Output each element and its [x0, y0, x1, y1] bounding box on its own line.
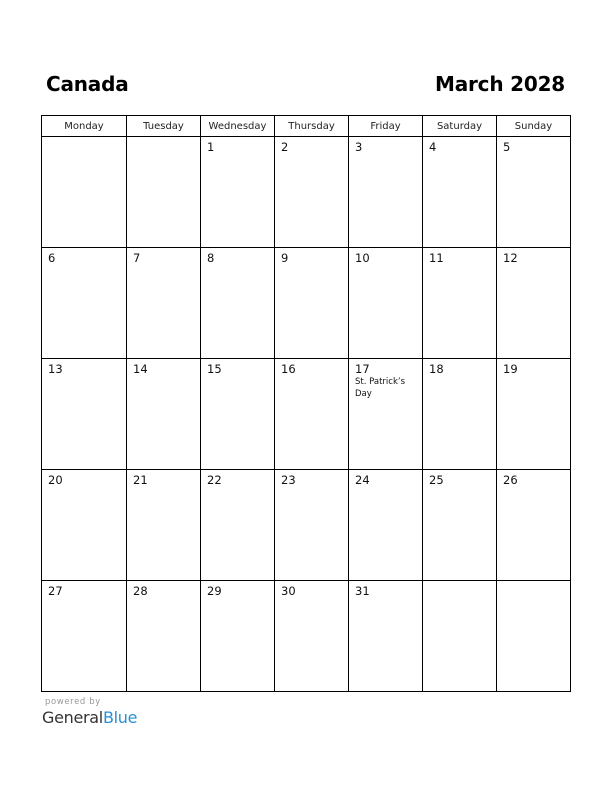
day-cell — [201, 470, 275, 581]
day-cell — [201, 359, 275, 470]
day-cell — [201, 248, 275, 359]
weekday-header: Tuesday — [127, 116, 201, 137]
day-cell — [127, 137, 201, 248]
day-number: 23 — [281, 473, 296, 487]
day-cell — [497, 581, 571, 692]
day-cell — [349, 248, 423, 359]
day-number: 3 — [355, 140, 363, 154]
day-cell — [42, 359, 127, 470]
week-row — [42, 137, 571, 248]
day-number: 20 — [48, 473, 63, 487]
day-number: 2 — [281, 140, 289, 154]
day-cell — [127, 581, 201, 692]
day-number: 27 — [48, 584, 63, 598]
week-row — [42, 359, 571, 470]
day-number: 14 — [133, 362, 148, 376]
day-number: 6 — [48, 251, 56, 265]
day-number: 29 — [207, 584, 222, 598]
day-number: 18 — [429, 362, 444, 376]
day-number: 9 — [281, 251, 289, 265]
day-cell — [423, 137, 497, 248]
day-number: 15 — [207, 362, 222, 376]
day-cell — [275, 581, 349, 692]
day-cell — [127, 470, 201, 581]
day-number: 24 — [355, 473, 370, 487]
day-cell — [497, 248, 571, 359]
week-row — [42, 248, 571, 359]
day-cell — [423, 581, 497, 692]
day-number: 25 — [429, 473, 444, 487]
day-number: 21 — [133, 473, 148, 487]
day-number: 13 — [48, 362, 63, 376]
day-cell — [201, 137, 275, 248]
day-number: 19 — [503, 362, 518, 376]
day-cell — [497, 470, 571, 581]
day-cell — [423, 470, 497, 581]
brand-part-blue: Blue — [102, 708, 138, 727]
day-cell — [275, 248, 349, 359]
day-cell — [349, 137, 423, 248]
day-cell — [275, 137, 349, 248]
brand-part-general: General — [42, 708, 103, 727]
day-number: 26 — [503, 473, 518, 487]
day-number: 11 — [429, 251, 444, 265]
day-number: 8 — [207, 251, 215, 265]
day-cell — [497, 137, 571, 248]
day-number: 28 — [133, 584, 148, 598]
day-number: 4 — [429, 140, 437, 154]
weekday-header: Monday — [42, 116, 127, 137]
day-cell — [275, 470, 349, 581]
day-cell — [497, 359, 571, 470]
weekday-header: Saturday — [423, 116, 497, 137]
day-cell — [127, 248, 201, 359]
day-cell — [42, 470, 127, 581]
day-number: 17 — [355, 362, 370, 376]
day-cell — [349, 470, 423, 581]
day-cell — [201, 581, 275, 692]
holiday-label: St. Patrick’s Day — [355, 377, 405, 399]
day-number: 16 — [281, 362, 296, 376]
footer-branding — [42, 697, 137, 728]
generalblue-logo — [42, 708, 137, 728]
powered-by-text: powered by — [45, 697, 101, 707]
day-number: 5 — [503, 140, 511, 154]
month-year-title: March 2028 — [435, 72, 565, 96]
day-cell — [42, 581, 127, 692]
week-row — [42, 581, 571, 692]
day-number: 22 — [207, 473, 222, 487]
weekday-header: Friday — [349, 116, 423, 137]
day-number: 30 — [281, 584, 296, 598]
day-number: 31 — [355, 584, 370, 598]
weekday-header: Wednesday — [201, 116, 275, 137]
day-cell — [349, 581, 423, 692]
week-row — [42, 470, 571, 581]
day-cell — [127, 359, 201, 470]
day-number: 10 — [355, 251, 370, 265]
day-cell — [275, 359, 349, 470]
day-number: 1 — [207, 140, 215, 154]
day-cell — [349, 359, 423, 470]
day-cell — [42, 248, 127, 359]
day-number: 7 — [133, 251, 141, 265]
day-number: 12 — [503, 251, 518, 265]
day-cell — [42, 137, 127, 248]
weekday-header: Thursday — [275, 116, 349, 137]
weekday-header: Sunday — [497, 116, 571, 137]
calendar-grid — [41, 115, 571, 692]
country-title: Canada — [46, 72, 129, 96]
day-cell — [423, 248, 497, 359]
day-cell — [423, 359, 497, 470]
weekday-header-row — [42, 116, 571, 137]
